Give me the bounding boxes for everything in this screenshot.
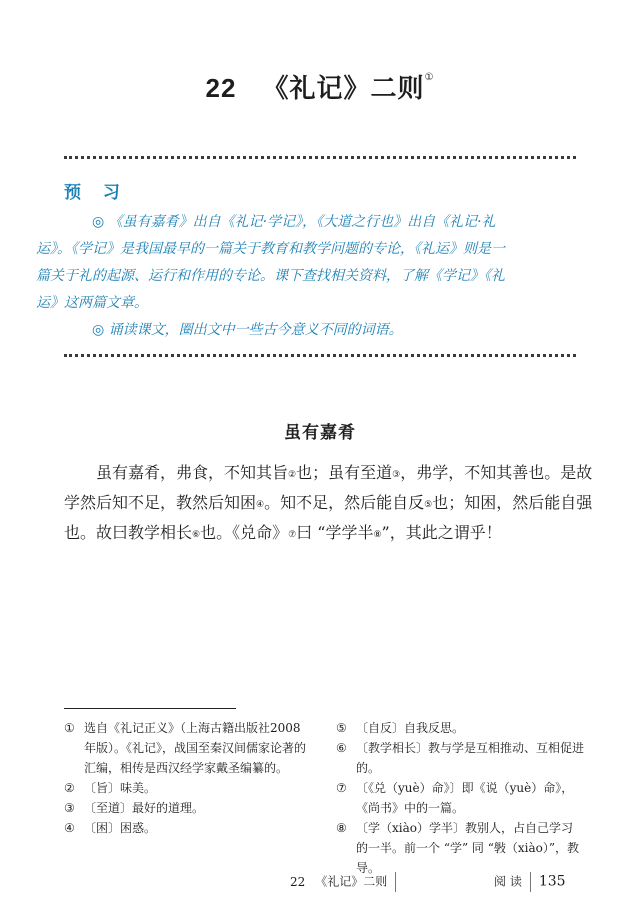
footnote-ref: ⑤ (424, 500, 433, 510)
footer-lesson-number: 22 (290, 874, 306, 889)
body-line: 也。故曰教学相长⑥也。《兑命》⑦曰 “学学半⑧”，其此之谓乎！ (64, 523, 502, 542)
footer-section-label: 阅 读 (494, 874, 522, 889)
footnote-ref: ⑦ (288, 530, 297, 540)
body-line: 学然后知不足，教然后知困④。知不足，然后能自反⑤也；知困，然后能自强 (64, 493, 593, 512)
footnote: ⑥ 〔教学相长〕教与学是互相推动、互相促进的。 (336, 741, 585, 775)
footnote: ⑤ 〔自反〕自我反思。 (336, 721, 465, 735)
preview-paragraph-1: ◎ 《虽有嘉肴》出自《礼记·学记》，《大道之行也》出自《礼记·礼 运》。《学记》是我国最早的一篇关于教育和教学问题的专论，《礼运》则是一 篇关于礼的起源、运行和作用的专论。课下查找相关资料，了解《学记》《礼 运》这两篇文章。 (36, 214, 505, 311)
footer-lesson-title: 《礼记》二则 (315, 874, 388, 889)
preview-heading: 预 习 (64, 183, 128, 203)
footnote-ref: ④ (256, 500, 265, 510)
footnote-ref: ③ (392, 470, 401, 480)
footnote: ② 〔旨〕味美。 (64, 781, 157, 795)
footnote-rule (64, 708, 236, 709)
body-line: 虽有嘉肴，弗食，不知其旨②也；虽有至道③，弗学，不知其善也。是故 (96, 463, 593, 482)
article-body (64, 458, 593, 548)
footer-section (494, 872, 566, 892)
lesson-title (0, 68, 640, 105)
lesson-number: 22 (205, 73, 237, 103)
footnote-ref: ② (288, 470, 297, 480)
footnote-ref: ⑧ (373, 530, 382, 540)
title-footnote-mark: ① (424, 72, 435, 83)
dotted-divider-bottom (64, 354, 576, 357)
footnote: ③ 〔至道〕最好的道理。 (64, 801, 205, 815)
footer-lesson (290, 872, 404, 892)
article-title: 虽有嘉肴 (284, 423, 356, 443)
preview-paragraph-2: ◎ 诵读课文，圈出文中一些古今意义不同的词语。 (92, 322, 403, 338)
footnotes-left (64, 718, 312, 838)
footer-divider (395, 872, 396, 892)
lesson-title-text: 《礼记》二则 (262, 74, 425, 104)
footer-divider (530, 872, 531, 892)
footnote-ref: ⑥ (192, 530, 201, 540)
dotted-divider-top (64, 156, 576, 159)
footnote: ④ 〔困〕困惑。 (64, 821, 157, 835)
footnote: ① 选自《礼记正义》（上海古籍出版社2008年版）。《礼记》，战国至秦汉间儒家论著的汇编，相传是西汉经学家戴圣编纂的。 (64, 721, 307, 775)
footnote: ⑦ 〔《兑（yuè）命》〕即《说（yuè）命》，《尚书》中的一篇。 (336, 781, 574, 815)
page-number: 135 (538, 873, 566, 890)
footnote: ⑧ 〔学（xiào）学半〕教别人，占自己学习的一半。前一个 “学” 同 “斅（xiào）”，教导。 (336, 821, 579, 875)
preview-section (36, 178, 584, 344)
footnotes-right (336, 718, 584, 878)
